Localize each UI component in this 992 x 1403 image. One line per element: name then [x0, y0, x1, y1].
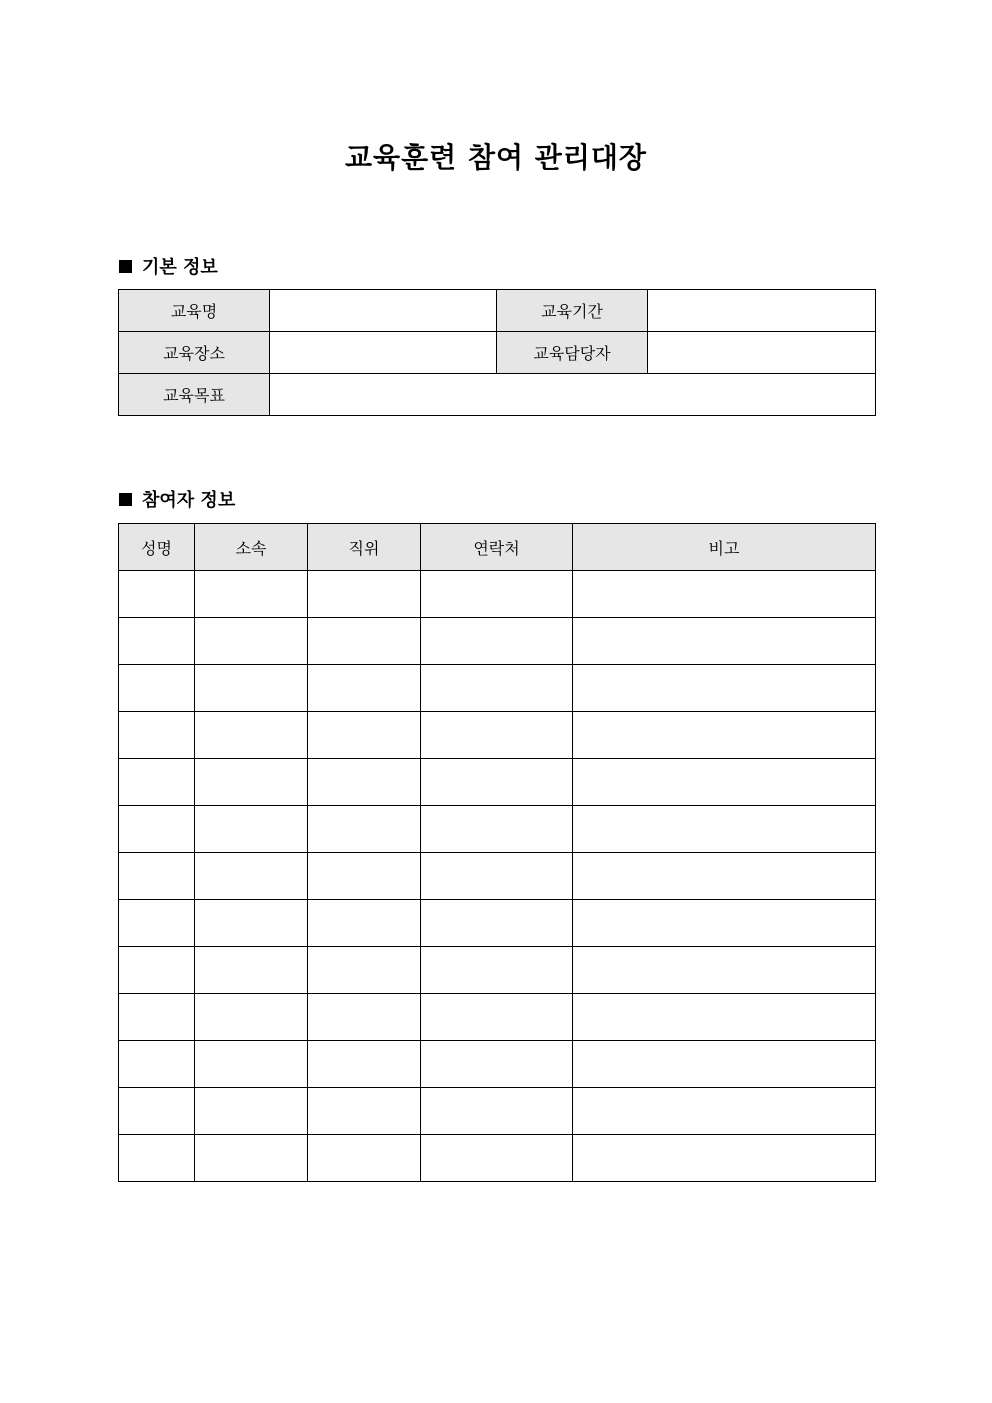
cell-contact[interactable]	[421, 853, 573, 900]
section-heading-basic-info	[119, 253, 218, 279]
cell-name[interactable]	[119, 571, 195, 618]
cell-affiliation[interactable]	[195, 1088, 308, 1135]
table-row	[119, 1088, 876, 1135]
cell-contact[interactable]	[421, 994, 573, 1041]
cell-remarks[interactable]	[573, 806, 876, 853]
cell-position[interactable]	[308, 806, 421, 853]
cell-name[interactable]	[119, 712, 195, 759]
table-header-row	[119, 524, 876, 571]
table-row	[119, 947, 876, 994]
cell-position[interactable]	[308, 994, 421, 1041]
cell-affiliation[interactable]	[195, 994, 308, 1041]
section-heading-label: 참여자 정보	[142, 490, 236, 511]
cell-contact[interactable]	[421, 665, 573, 712]
cell-remarks[interactable]	[573, 1135, 876, 1182]
table-row	[119, 618, 876, 665]
table-row	[119, 712, 876, 759]
cell-position[interactable]	[308, 759, 421, 806]
cell-affiliation[interactable]	[195, 806, 308, 853]
square-bullet-icon	[119, 493, 132, 506]
cell-affiliation[interactable]	[195, 947, 308, 994]
field-education-period[interactable]	[648, 290, 876, 332]
table-row	[119, 853, 876, 900]
cell-contact[interactable]	[421, 900, 573, 947]
cell-contact[interactable]	[421, 1135, 573, 1182]
section-heading-participants	[119, 486, 235, 512]
label-education-goal: 교육목표	[119, 374, 270, 416]
cell-contact[interactable]	[421, 618, 573, 665]
table-row	[119, 900, 876, 947]
cell-position[interactable]	[308, 571, 421, 618]
label-education-location: 교육장소	[119, 332, 270, 374]
table-row	[119, 1135, 876, 1182]
cell-position[interactable]	[308, 665, 421, 712]
table-row	[119, 374, 876, 416]
cell-position[interactable]	[308, 947, 421, 994]
cell-position[interactable]	[308, 1088, 421, 1135]
cell-affiliation[interactable]	[195, 853, 308, 900]
table-row	[119, 290, 876, 332]
cell-name[interactable]	[119, 618, 195, 665]
cell-remarks[interactable]	[573, 853, 876, 900]
cell-remarks[interactable]	[573, 947, 876, 994]
cell-name[interactable]	[119, 947, 195, 994]
cell-affiliation[interactable]	[195, 712, 308, 759]
cell-remarks[interactable]	[573, 994, 876, 1041]
field-education-location[interactable]	[270, 332, 497, 374]
cell-contact[interactable]	[421, 1088, 573, 1135]
cell-name[interactable]	[119, 853, 195, 900]
cell-remarks[interactable]	[573, 665, 876, 712]
column-header-affiliation: 소속	[195, 524, 308, 571]
cell-name[interactable]	[119, 994, 195, 1041]
cell-affiliation[interactable]	[195, 1041, 308, 1088]
label-education-manager: 교육담당자	[497, 332, 648, 374]
cell-contact[interactable]	[421, 806, 573, 853]
cell-name[interactable]	[119, 1041, 195, 1088]
table-row	[119, 571, 876, 618]
cell-affiliation[interactable]	[195, 571, 308, 618]
field-education-goal[interactable]	[270, 374, 876, 416]
cell-name[interactable]	[119, 759, 195, 806]
table-row	[119, 806, 876, 853]
cell-position[interactable]	[308, 712, 421, 759]
cell-affiliation[interactable]	[195, 618, 308, 665]
cell-remarks[interactable]	[573, 712, 876, 759]
cell-name[interactable]	[119, 1088, 195, 1135]
cell-affiliation[interactable]	[195, 665, 308, 712]
cell-affiliation[interactable]	[195, 1135, 308, 1182]
cell-remarks[interactable]	[573, 1041, 876, 1088]
table-row	[119, 332, 876, 374]
label-education-name: 교육명	[119, 290, 270, 332]
column-header-position: 직위	[308, 524, 421, 571]
cell-position[interactable]	[308, 900, 421, 947]
cell-contact[interactable]	[421, 712, 573, 759]
table-row	[119, 994, 876, 1041]
column-header-contact: 연락처	[421, 524, 573, 571]
cell-affiliation[interactable]	[195, 759, 308, 806]
cell-contact[interactable]	[421, 759, 573, 806]
label-education-period: 교육기간	[497, 290, 648, 332]
cell-remarks[interactable]	[573, 759, 876, 806]
cell-position[interactable]	[308, 1041, 421, 1088]
cell-name[interactable]	[119, 665, 195, 712]
cell-position[interactable]	[308, 1135, 421, 1182]
cell-remarks[interactable]	[573, 1088, 876, 1135]
table-row	[119, 759, 876, 806]
table-row	[119, 665, 876, 712]
cell-name[interactable]	[119, 806, 195, 853]
cell-contact[interactable]	[421, 947, 573, 994]
column-header-remarks: 비고	[573, 524, 876, 571]
cell-affiliation[interactable]	[195, 900, 308, 947]
cell-contact[interactable]	[421, 571, 573, 618]
square-bullet-icon	[119, 260, 132, 273]
field-education-manager[interactable]	[648, 332, 876, 374]
column-header-name: 성명	[119, 524, 195, 571]
cell-name[interactable]	[119, 900, 195, 947]
table-row	[119, 1041, 876, 1088]
field-education-name[interactable]	[270, 290, 497, 332]
document-title: 교육훈련 참여 관리대장	[345, 141, 647, 174]
basic-info-table	[118, 289, 876, 416]
participants-table	[118, 523, 876, 1182]
cell-remarks[interactable]	[573, 618, 876, 665]
cell-name[interactable]	[119, 1135, 195, 1182]
cell-position[interactable]	[308, 853, 421, 900]
cell-remarks[interactable]	[573, 571, 876, 618]
cell-contact[interactable]	[421, 1041, 573, 1088]
cell-remarks[interactable]	[573, 900, 876, 947]
section-heading-label: 기본 정보	[142, 257, 218, 278]
cell-position[interactable]	[308, 618, 421, 665]
